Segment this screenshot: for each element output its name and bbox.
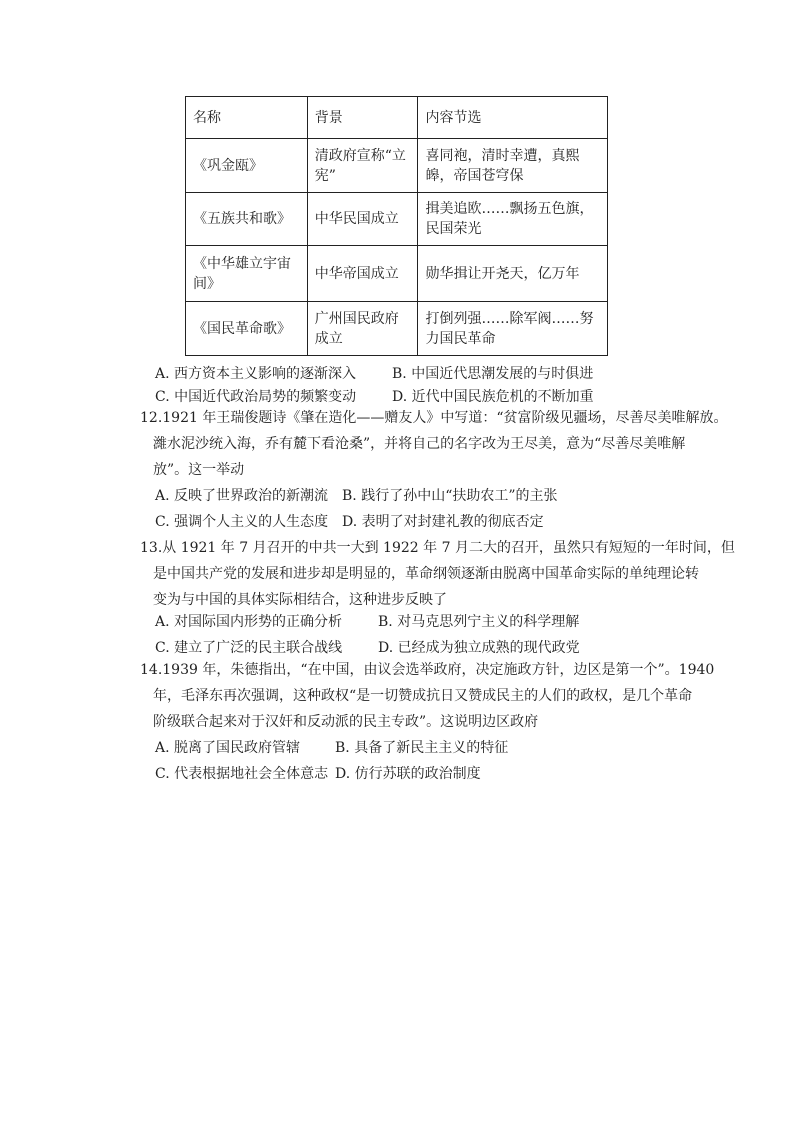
q13-line-2: 是中国共产党的发展和进步却是明显的，革命纲领逐渐由脱离中国革命实际的单纯理论转 — [153, 566, 699, 582]
q14-option-c: C. 代表根据地社会全体意志 — [155, 766, 329, 782]
q11-option-b: B. 中国近代思潮发展的与时俱进 — [392, 366, 594, 382]
question-14 — [140, 657, 715, 735]
q13-option-c: C. 建立了广泛的民主联合战线 — [155, 640, 343, 656]
cell-content: 揖美追欧……飘扬五色旗，民国荣光 — [418, 193, 608, 246]
q12-line-2: 濰水泥沙统入海，乔有麓下看沧桑”，并将自己的名字改为王尽美，意为“尽善尽美唯解 — [153, 436, 686, 452]
cell-name: 《巩金瓯》 — [186, 139, 308, 193]
q11-option-c: C. 中国近代政治局势的频繁变动 — [155, 389, 357, 405]
q12-option-b: B. 践行了孙中山“扶助农工”的主张 — [342, 488, 558, 504]
q12-option-d: D. 表明了对封建礼教的彻底否定 — [342, 514, 544, 530]
q12-line-1: 12.1921 年王瑞俊题诗《肇在造化——赠友人》中写道：“贫富阶级见疆场，尽善尽美唯解放。 — [140, 410, 728, 426]
q14-option-a: A. 脱离了国民政府管辖 — [155, 740, 301, 756]
table-row — [186, 193, 608, 246]
table-row — [186, 246, 608, 302]
q14-option-d: D. 仿行苏联的政治制度 — [335, 766, 481, 782]
table-row — [186, 302, 608, 356]
q14-line-2: 年，毛泽东再次强调，这种政权“是一切赞成抗日又赞成民主的人们的政权，是几个革命 — [153, 688, 693, 704]
anthems-table — [185, 96, 608, 356]
cell-content: 勋华揖让开尧天，亿万年 — [418, 246, 608, 302]
cell-name: 《国民革命歌》 — [186, 302, 308, 356]
q11-option-a: A. 西方资本主义影响的逐渐深入 — [155, 366, 357, 382]
q12-option-c: C. 强调个人主义的人生态度 — [155, 514, 329, 530]
q14-line-1: 14.1939 年，朱德指出，“在中国，由议会选举政府，决定施政方针，边区是第一个”。1940 — [140, 662, 715, 678]
cell-name: 《中华雄立宇宙间》 — [186, 246, 308, 302]
table-row — [186, 139, 608, 193]
cell-background: 广州国民政府成立 — [307, 302, 418, 356]
question-12 — [140, 405, 728, 483]
q13-line-3: 变为与中国的具体实际相结合，这种进步反映了 — [153, 592, 447, 608]
q12-line-3: 放”。这一举动 — [153, 462, 245, 478]
q11-option-d: D. 近代中国民族危机的不断加重 — [392, 389, 594, 405]
header-name: 名称 — [186, 97, 308, 139]
cell-content: 喜同袍，清时幸遭，真熙皞，帝国苍穹保 — [418, 139, 608, 193]
q13-option-d: D. 已经成为独立成熟的现代政党 — [378, 640, 580, 656]
q13-option-a: A. 对国际国内形势的正确分析 — [155, 614, 343, 630]
cell-background: 清政府宣称“立宪” — [307, 139, 418, 193]
header-content: 内容节选 — [418, 97, 608, 139]
q14-line-3: 阶级联合起来对于汉奸和反动派的民主专政”。这说明边区政府 — [153, 714, 539, 730]
q12-option-a: A. 反映了世界政治的新潮流 — [155, 488, 329, 504]
cell-background: 中华帝国成立 — [307, 246, 418, 302]
q13-line-1: 13.从 1921 年 7 月召开的中共一大到 1922 年 7 月二大的召开，虽然只有短短的一年时间，但 — [140, 540, 735, 556]
cell-name: 《五族共和歌》 — [186, 193, 308, 246]
cell-background: 中华民国成立 — [307, 193, 418, 246]
header-background: 背景 — [307, 97, 418, 139]
table-header-row — [186, 97, 608, 139]
q13-option-b: B. 对马克思列宁主义的科学理解 — [378, 614, 580, 630]
q14-option-b: B. 具备了新民主主义的特征 — [335, 740, 509, 756]
question-13 — [140, 535, 735, 613]
cell-content: 打倒列强……除军阀……努力国民革命 — [418, 302, 608, 356]
